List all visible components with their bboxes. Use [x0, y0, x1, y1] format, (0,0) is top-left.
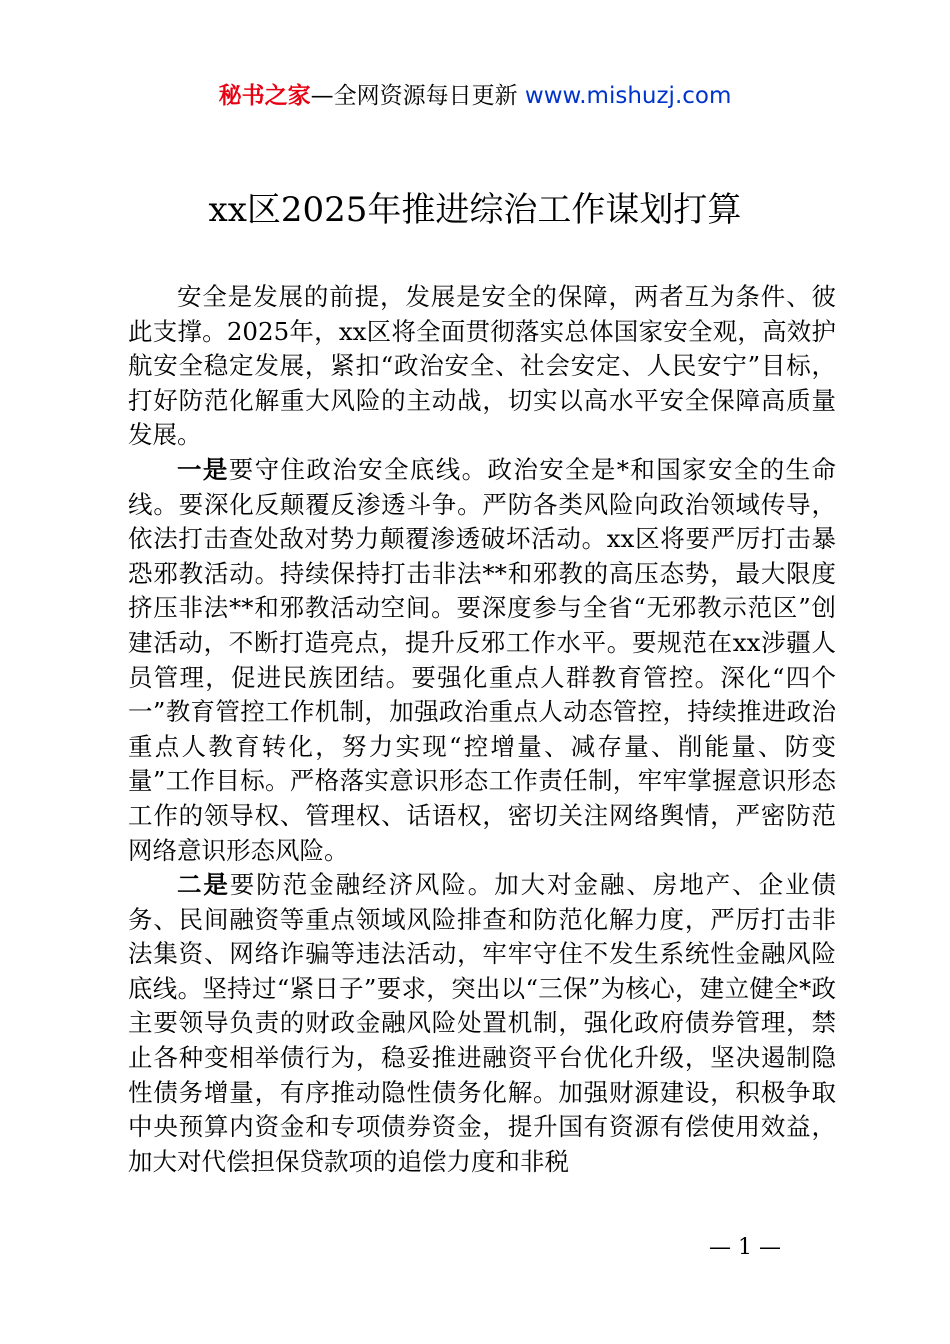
- document-title: xx区2025年推进综治工作谋划打算: [208, 190, 742, 230]
- site-tagline: —全网资源每日更新: [310, 83, 518, 109]
- site-url-link[interactable]: www.mishuzj.com: [524, 83, 732, 109]
- paragraph-text: 要防范金融经济风险。加大对金融、房地产、企业债务、民间融资等重点领域风险排查和防范化解力度，严厉打击非法集资、网络诈骗等违法活动，牢牢守住不发生系统性金融风险底线。坚持过“紧日子”要求，突出以“三保”为核心，建立健全*政主要领导负责的财政金融风险处置机制，强化政府债券管理，禁止各种变相举债行为，稳妥推进融资平台优化升级，坚决遏制隐性债务增量，有序推动隐性债务化解。加强财源建设，积极争取中央预算内资金和专项债券资金，提升国有资源有偿使用效益，加大对代偿担保贷款项的追偿力度和非税: [128, 870, 836, 1176]
- paragraph-lead: 二是: [177, 870, 230, 900]
- paragraph-political-security: [128, 453, 836, 868]
- paragraph-intro: [128, 280, 836, 453]
- paragraph-financial-risk: [128, 868, 836, 1179]
- paragraph-lead: 一是: [177, 454, 229, 484]
- paragraph-text: 安全是发展的前提，发展是安全的保障，两者互为条件、彼此支撑。2025年，xx区将全面贯彻落实总体国家安全观，高效护航安全稳定发展，紧扣“政治安全、社会安定、人民安宁”目标，打好防范化解重大风险的主动战，切实以高水平安全保障高质量发展。: [128, 282, 836, 450]
- document-body: [128, 280, 836, 1179]
- paragraph-text: 要守住政治安全底线。政治安全是*和国家安全的生命线。要深化反颠覆反渗透斗争。严防各类风险向政治领域传导，依法打击查处敌对势力颠覆渗透破坏活动。xx区将要严厉打击暴恐邪教活动。持续保持打击非法**和邪教的高压态势，最大限度挤压非法**和邪教活动空间。要深度参与全省“无邪教示范区”创建活动，不断打造亮点，提升反邪工作水平。要规范在xx涉疆人员管理，促进民族团结。要强化重点人群教育管控。深化“四个一”教育管控工作机制，加强政治重点人动态管控，持续推进政治重点人教育转化，努力实现“控增量、减存量、削能量、防变量”工作目标。严格落实意识形态工作责任制，牢牢掌握意识形态工作的领导权、管理权、话语权，密切关注网络舆情，严密防范网络意识形态风险。: [128, 454, 837, 865]
- site-brand: 秘书之家: [218, 83, 311, 109]
- site-header: [0, 80, 950, 112]
- page-number: — 1 —: [709, 1235, 781, 1260]
